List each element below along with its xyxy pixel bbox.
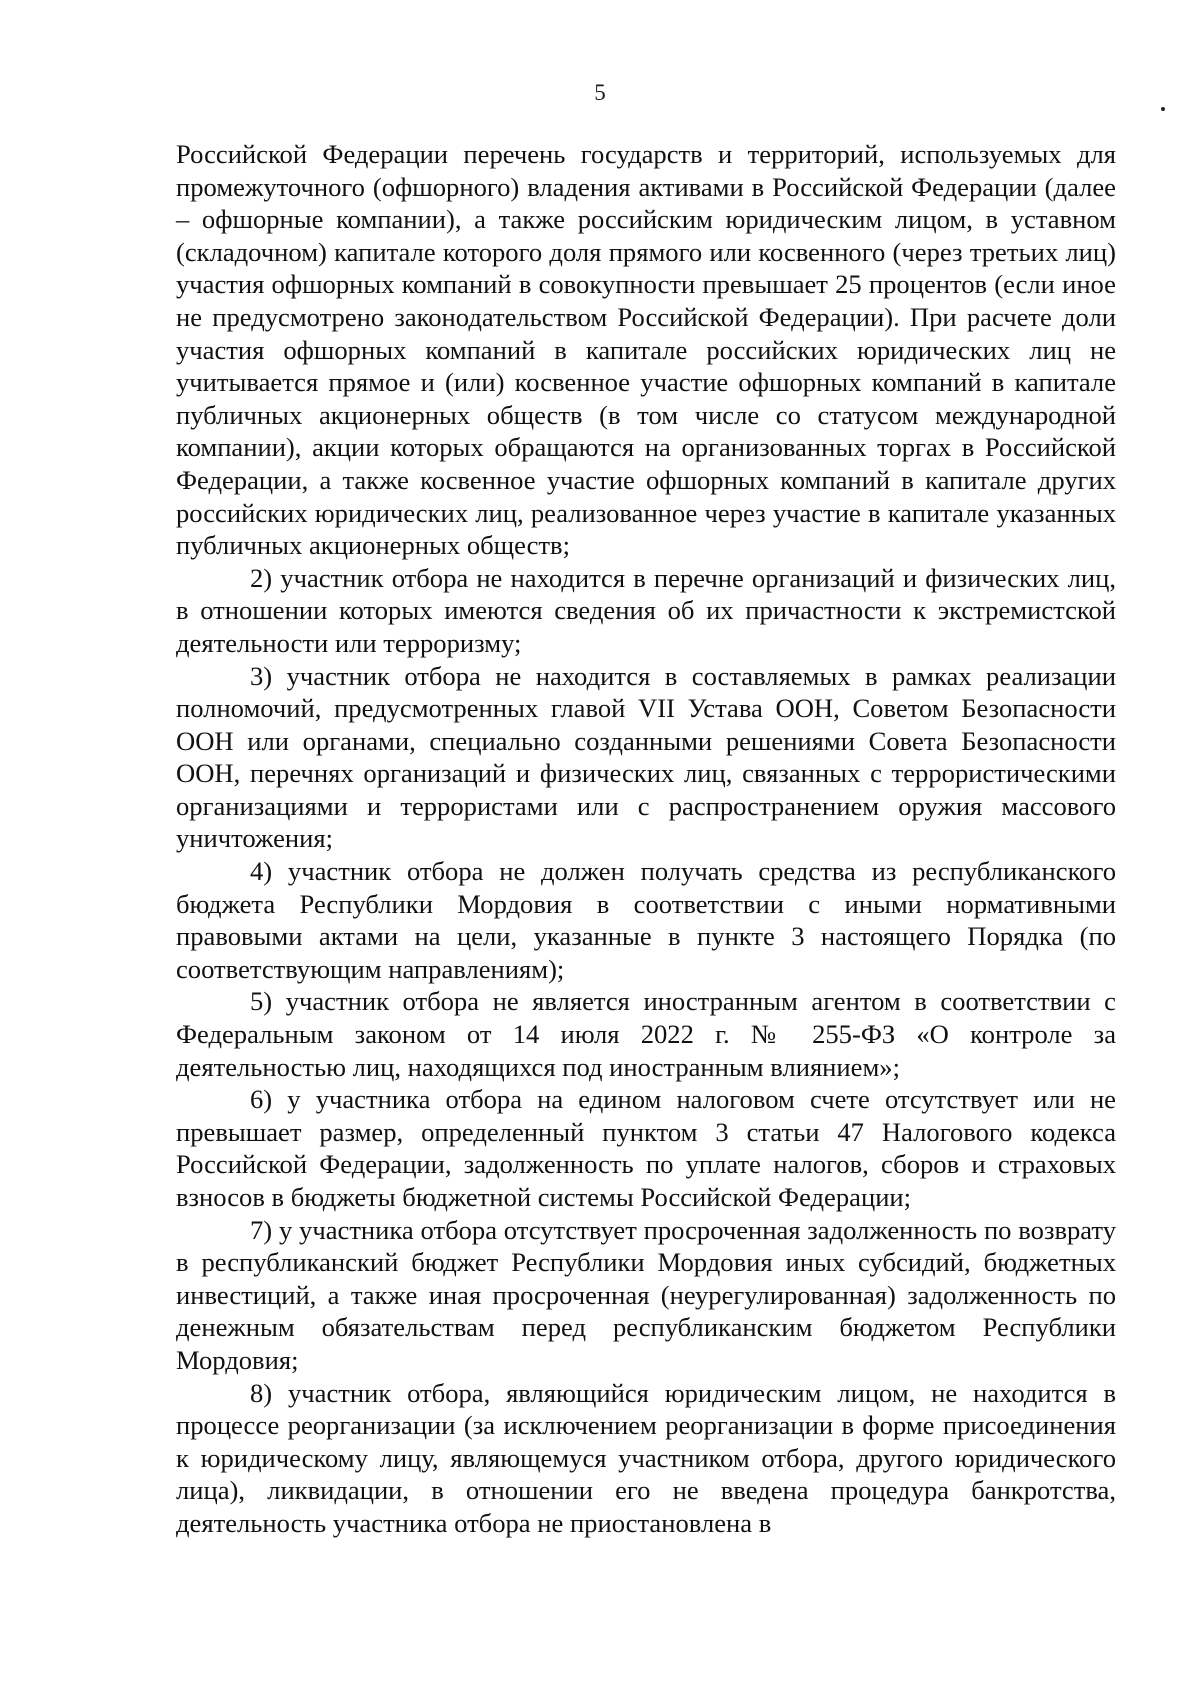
scan-speck: [1161, 107, 1165, 111]
list-item-8: 8) участник отбора, являющийся юридическим лицом, не находится в процессе реорганизации (за исключением реорганизации в форме присоединения к юридическому лицу, являющемуся участником отбора, другого юридического лица), ликвидации, в отношении его не введена процедура банкротства, деятельность участника отбора не приостановлена в: [176, 1377, 1116, 1538]
page-number: 5: [594, 80, 606, 105]
list-item-3: 3) участник отбора не находится в составляемых в рамках реализации полномочий, предусмотренных главой VII Устава ООН, Советом Безопасности ООН или органами, специально созданными решениями Совета Безопасности ООН, перечнях организаций и физических лиц, связанных с террористическими организациями и террористами или с распространением оружия массового уничтожения;: [176, 660, 1116, 854]
list-item-7: 7) у участника отбора отсутствует просроченная задолженность по возврату в республиканский бюджет Республики Мордовия иных субсидий, бюджетных инвестиций, а также иная просроченная (неурегулированная) задолженность по денежным обязательствам перед республиканским бюджетом Республики Мордовия;: [176, 1214, 1116, 1375]
list-item-6: 6) у участника отбора на едином налоговом счете отсутствует или не превышает размер, определенный пунктом 3 статьи 47 Налогового кодекса Российской Федерации, задолженность по уплате налогов, сборов и страховых взносов в бюджеты бюджетной системы Российской Федерации;: [176, 1084, 1116, 1212]
paragraph-continuation: Российской Федерации перечень государств и территорий, используемых для промежуточного (офшорного) владения активами в Российской Федерации (далее – офшорные компании), а также российским юридическим лицом, в уставном (складочном) капитале которого доля прямого или косвенного (через третьих лиц) участия офшорных компаний в совокупности превышает 25 процентов (если иное не предусмотрено законодательством Российской Федерации). При расчете доли участия офшорных компаний в капитале российских юридических лиц не учитывается прямое и (или) косвенное участие офшорных компаний в капитале публичных акционерных обществ (в том числе со статусом международной компании), акции которых обращаются на организованных торгах в Российской Федерации, а также косвенное участие офшорных компаний в капитале других российских юридических лиц, реализованное через участие в капитале указанных публичных акционерных обществ;: [176, 139, 1116, 561]
list-item-4: 4) участник отбора не должен получать средства из республиканского бюджета Республики Мордовия в соответствии с иными нормативными правовыми актами на цели, указанные в пункте 3 настоящего Порядка (по соответствующим направлениям);: [176, 856, 1116, 984]
list-item-2: 2) участник отбора не находится в перечне организаций и физических лиц, в отношении которых имеются сведения об их причастности к экстремистской деятельности или терроризму;: [176, 562, 1116, 658]
list-item-5: 5) участник отбора не является иностранным агентом в соответствии с Федеральным законом от 14 июля 2022 г. № 255-ФЗ «О контроле за деятельностью лиц, находящихся под иностранным влиянием»;: [176, 986, 1116, 1082]
document-body: [176, 138, 1116, 1540]
